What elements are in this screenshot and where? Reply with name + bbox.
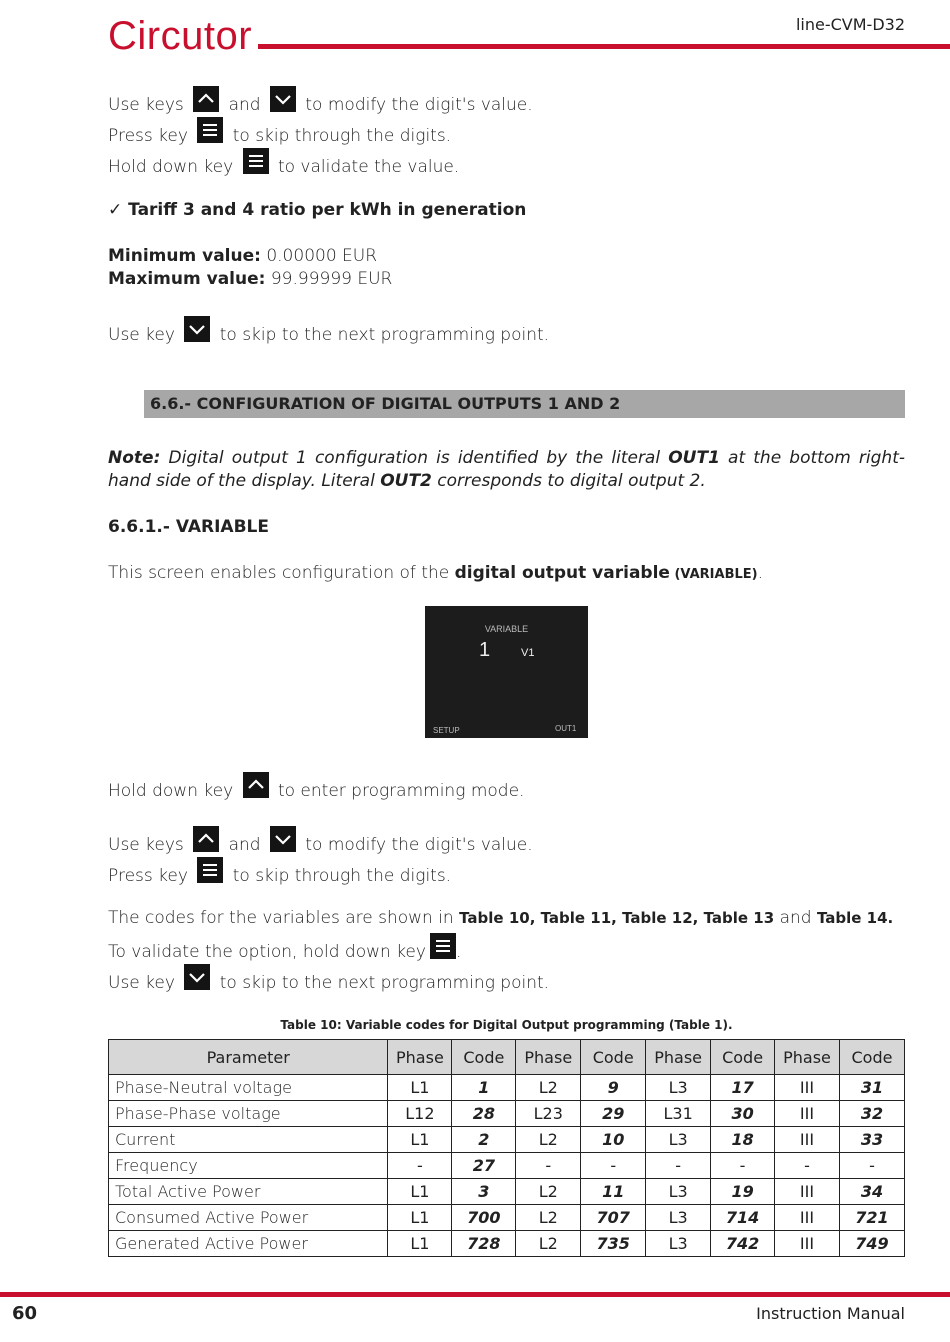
phase-cell: L1 <box>388 1127 452 1153</box>
instruction-text: Use key <box>108 325 175 345</box>
note-text: at the bottom right-hand side of the display. Literal <box>108 448 905 491</box>
instruction-text: Use keys <box>108 835 184 855</box>
column-header: Code <box>711 1040 775 1075</box>
instruction-text: The codes for the variables are shown in <box>108 908 460 928</box>
table-row <box>109 1153 905 1179</box>
table-caption: Table 10: Variable codes for Digital Output programming (Table 1). <box>280 1018 733 1032</box>
instruction-text: and <box>228 835 261 855</box>
up-arrow-key-icon <box>193 826 219 852</box>
validate-option-instruction <box>108 937 461 963</box>
parameter-cell: Current <box>109 1127 388 1153</box>
maximum-value <box>108 268 392 290</box>
code-cell: 19 <box>711 1179 775 1205</box>
instruction-text: Press key <box>108 126 188 146</box>
instruction-text: Use key <box>108 973 175 993</box>
instruction-text: to skip through the digits. <box>232 866 452 886</box>
instruction-text: to enter programming mode. <box>277 781 525 801</box>
down-arrow-key-icon <box>184 316 210 342</box>
sub-heading: 6.6.1.- VARIABLE <box>108 517 269 537</box>
code-cell: 742 <box>711 1231 775 1257</box>
instruction-text: . <box>455 942 462 962</box>
enter-programming-instruction <box>108 776 524 802</box>
code-cell: 29 <box>581 1101 646 1127</box>
column-header: Code <box>839 1040 904 1075</box>
parameter-cell: Consumed Active Power <box>109 1205 388 1231</box>
instruction-text: Press key <box>108 866 188 886</box>
code-cell: 707 <box>581 1205 646 1231</box>
validate-instruction <box>108 152 459 178</box>
phase-cell: L1 <box>388 1231 452 1257</box>
section-heading-bar <box>144 390 905 418</box>
phase-cell: III <box>775 1075 840 1101</box>
code-cell: 30 <box>711 1101 775 1127</box>
table-row <box>109 1127 905 1153</box>
next-point-instruction <box>108 320 549 346</box>
document-id: line-CVM-D32 <box>795 15 905 34</box>
phase-cell: III <box>775 1127 840 1153</box>
code-cell: 749 <box>839 1231 904 1257</box>
code-cell: 714 <box>711 1205 775 1231</box>
phase-cell: L3 <box>646 1205 711 1231</box>
note-label: Note: <box>108 448 161 468</box>
phase-cell: L12 <box>388 1101 452 1127</box>
menu-key-icon <box>197 117 223 143</box>
code-cell: 721 <box>839 1205 904 1231</box>
phase-cell: L1 <box>388 1075 452 1101</box>
intro-text: . <box>757 563 763 583</box>
variable-codes-table <box>108 1039 905 1257</box>
phase-cell: L2 <box>516 1075 581 1101</box>
column-header: Phase <box>388 1040 452 1075</box>
instruction-text: Hold down key <box>108 781 234 801</box>
phase-cell: L3 <box>646 1075 711 1101</box>
code-cell: 1 <box>452 1075 516 1101</box>
instruction-text: To validate the option, hold down key <box>108 942 426 962</box>
table-header-row <box>109 1040 905 1075</box>
note-text: Digital output 1 configuration is identified by the literal <box>160 448 669 468</box>
code-cell: 10 <box>581 1127 646 1153</box>
note-paragraph <box>108 447 905 493</box>
phase-cell: III <box>775 1179 840 1205</box>
footer-divider <box>0 1292 950 1297</box>
code-cell: 32 <box>839 1101 904 1127</box>
modify-digit-instruction <box>108 90 533 116</box>
tariff-title-text: Tariff 3 and 4 ratio per kWh in generation <box>128 200 527 220</box>
code-cell: 9 <box>581 1075 646 1101</box>
instruction-text: and <box>228 95 261 115</box>
note-text: corresponds to digital output 2. <box>431 471 706 491</box>
skip-digits-instruction <box>108 861 451 887</box>
column-header: Phase <box>646 1040 711 1075</box>
table-references: Table 10, Table 11, Table 12, Table 13 <box>459 909 775 927</box>
column-header: Code <box>452 1040 516 1075</box>
table-row <box>109 1205 905 1231</box>
circutor-logo: Circutor <box>108 14 253 58</box>
display-title: VARIABLE <box>484 624 529 634</box>
note-out2: OUT2 <box>380 471 432 491</box>
intro-text: This screen enables configuration of the <box>108 563 455 583</box>
parameter-cell: Phase-Phase voltage <box>109 1101 388 1127</box>
phase-cell: L31 <box>646 1101 711 1127</box>
column-header: Parameter <box>109 1040 388 1075</box>
instruction-text: to skip to the next programming point. <box>219 973 550 993</box>
codes-reference <box>108 907 893 929</box>
display-value: 1 <box>479 639 491 661</box>
next-point-instruction <box>108 968 549 994</box>
code-cell: 17 <box>711 1075 775 1101</box>
section-heading: 6.6.- CONFIGURATION OF DIGITAL OUTPUTS 1 AND 2 <box>150 394 621 413</box>
menu-key-icon <box>243 148 269 174</box>
parameter-cell: Total Active Power <box>109 1179 388 1205</box>
minimum-value <box>108 245 377 267</box>
display-variable: V1 <box>521 647 535 659</box>
code-cell: - <box>581 1153 646 1179</box>
phase-cell: L2 <box>516 1231 581 1257</box>
phase-cell: - <box>775 1153 840 1179</box>
phase-cell: L2 <box>516 1127 581 1153</box>
phase-cell: L3 <box>646 1231 711 1257</box>
instruction-text: to validate the value. <box>277 157 460 177</box>
code-cell: 700 <box>452 1205 516 1231</box>
phase-cell: L1 <box>388 1179 452 1205</box>
up-arrow-key-icon <box>243 772 269 798</box>
minimum-value-text: 0.00000 EUR <box>260 246 378 266</box>
code-cell: 3 <box>452 1179 516 1205</box>
table-row <box>109 1101 905 1127</box>
instruction-text: and <box>774 908 817 928</box>
table-reference-last: Table 14. <box>816 909 894 927</box>
intro-variable-literal: (VARIABLE) <box>669 567 758 582</box>
menu-key-icon <box>430 933 456 959</box>
down-arrow-key-icon <box>184 964 210 990</box>
up-arrow-key-icon <box>193 86 219 112</box>
code-cell: 33 <box>839 1127 904 1153</box>
code-cell: - <box>839 1153 904 1179</box>
skip-digits-instruction <box>108 121 451 147</box>
phase-cell: L23 <box>516 1101 581 1127</box>
code-cell: 34 <box>839 1179 904 1205</box>
minimum-label: Minimum value: <box>108 246 261 266</box>
phase-cell: III <box>775 1101 840 1127</box>
table-row <box>109 1075 905 1101</box>
page-number: 60 <box>12 1303 38 1324</box>
manual-title: Instruction Manual <box>756 1304 905 1323</box>
tariff-title <box>108 199 526 221</box>
instruction-text: to modify the digit's value. <box>305 835 533 855</box>
check-icon: ✓ <box>108 200 123 220</box>
phase-cell: - <box>646 1153 711 1179</box>
instruction-text: Hold down key <box>108 157 234 177</box>
parameter-cell: Phase-Neutral voltage <box>109 1075 388 1101</box>
phase-cell: - <box>388 1153 452 1179</box>
phase-cell: III <box>775 1231 840 1257</box>
maximum-label: Maximum value: <box>108 269 266 289</box>
phase-cell: L2 <box>516 1179 581 1205</box>
maximum-value-text: 99.99999 EUR <box>265 269 393 289</box>
menu-key-icon <box>197 857 223 883</box>
phase-cell: - <box>516 1153 581 1179</box>
code-cell: 28 <box>452 1101 516 1127</box>
phase-cell: L2 <box>516 1205 581 1231</box>
display-output: OUT1 <box>555 724 577 733</box>
code-cell: 27 <box>452 1153 516 1179</box>
code-cell: 31 <box>839 1075 904 1101</box>
code-cell: 728 <box>452 1231 516 1257</box>
column-header: Code <box>581 1040 646 1075</box>
code-cell: 18 <box>711 1127 775 1153</box>
device-display <box>425 606 588 738</box>
note-out1: OUT1 <box>668 448 720 468</box>
instruction-text: Use keys <box>108 95 184 115</box>
code-cell: 735 <box>581 1231 646 1257</box>
phase-cell: L3 <box>646 1127 711 1153</box>
table-row <box>109 1179 905 1205</box>
modify-digit-instruction <box>108 830 533 856</box>
intro-bold: digital output variable <box>454 563 670 583</box>
code-cell: 2 <box>452 1127 516 1153</box>
header-divider <box>258 44 950 49</box>
display-setup: SETUP <box>433 726 460 735</box>
instruction-text: to skip to the next programming point. <box>219 325 550 345</box>
instruction-text: to skip through the digits. <box>232 126 452 146</box>
code-cell: 11 <box>581 1179 646 1205</box>
table-row <box>109 1231 905 1257</box>
instruction-text: to modify the digit's value. <box>305 95 533 115</box>
down-arrow-key-icon <box>270 86 296 112</box>
down-arrow-key-icon <box>270 826 296 852</box>
code-cell: - <box>711 1153 775 1179</box>
intro-paragraph <box>108 562 763 586</box>
phase-cell: III <box>775 1205 840 1231</box>
parameter-cell: Generated Active Power <box>109 1231 388 1257</box>
column-header: Phase <box>775 1040 840 1075</box>
parameter-cell: Frequency <box>109 1153 388 1179</box>
phase-cell: L3 <box>646 1179 711 1205</box>
phase-cell: L1 <box>388 1205 452 1231</box>
column-header: Phase <box>516 1040 581 1075</box>
